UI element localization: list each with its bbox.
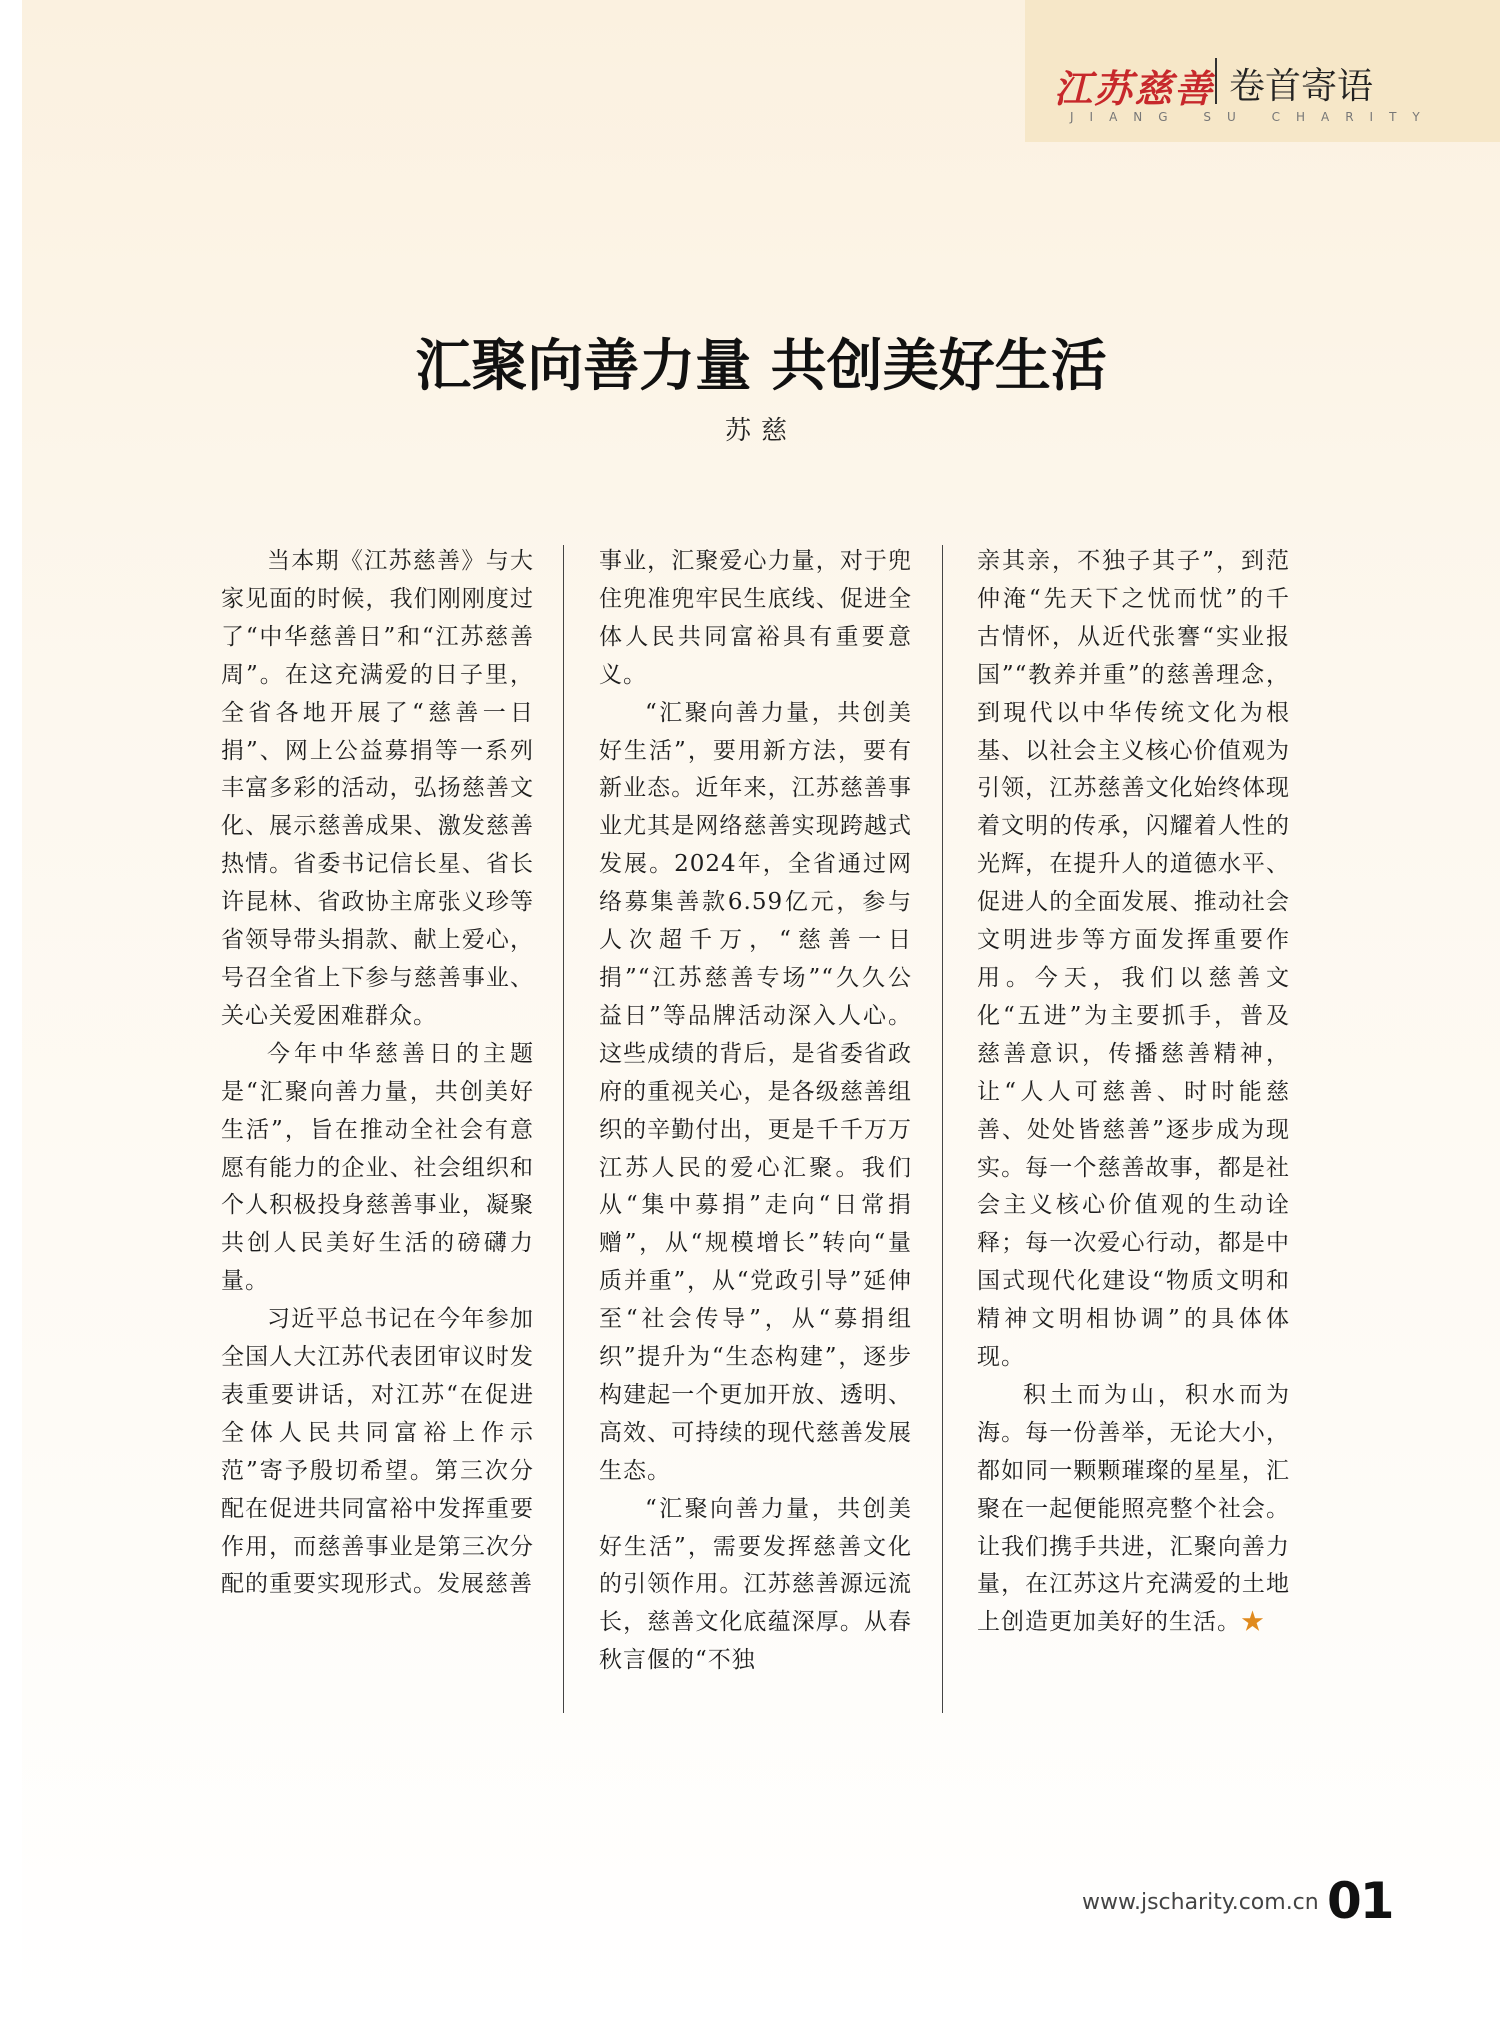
paragraph: 亲其亲，不独子其子”，到范仲淹“先天下之忧而忧”的千古情怀，从近代张謇“实业报国”“教养并重”的慈善理念，到現代以中华传统文化为根基、以社会主义核心价值观为引领，江苏慈善文化始终体现着文明的传承，闪耀着人性的光辉，在提升人的道德水平、促进人的全面发展、推动社会文明进步等方面发挥重要作用。今天，我们以慈善文化“五进”为主要抓手，普及慈善意识，传播慈善精神，让“人人可慈善、时时能慈善、处处皆慈善”逐步成为现实。每一个慈善故事，都是社会主义核心价值观的生动诠释；每一次爱心行动，都是中国式现代化建设“物质文明和精神文明相协调”的具体体现。 <box>977 548 1290 1371</box>
paragraph: “汇聚向善力量，共创美好生活”，需要发挥慈善文化的引领作用。江苏慈善源远流长，慈善文化底蕴深厚。从春秋言偃的“不独 <box>599 1495 912 1674</box>
paragraph <box>977 1377 1290 1642</box>
paragraph: 当本期《江苏慈善》与大家见面的时候，我们刚刚度过了“中华慈善日”和“江苏慈善周”。在这充满爱的日子里，全省各地开展了“慈善一日捐”、网上公益募捐等一系列丰富多彩的活动，弘扬慈善文化、展示慈善成果、激发慈善热情。省委书记信长星、省长许昆林、省政协主席张义珍等省领导带头捐款、献上爱心，号召全省上下参与慈善事业、关心关爱困难群众。 <box>221 548 534 1029</box>
magazine-page <box>22 0 1500 2020</box>
text-column-2 <box>599 543 912 1680</box>
column-divider <box>942 545 943 1713</box>
paragraph: 习近平总书记在今年参加全国人大江苏代表团审议时发表重要讲话，对江苏“在促进全体人民共同富裕上作示范”寄予殷切希望。第三次分配在促进共同富裕中发挥重要作用，而慈善事业是第三次分配的重要实现形式。发展慈善 <box>221 1306 534 1598</box>
article-author: 苏慈 <box>724 416 797 446</box>
text-column-3 <box>977 543 1290 1642</box>
website-url: www.jscharity.com.cn <box>1082 1890 1319 1915</box>
paragraph: “汇聚向善力量，共创美好生活”，要用新方法，要有新业态。近年来，江苏慈善事业尤其是网络慈善实现跨越式发展。2024年，全省通过网络募集善款6.59亿元，参与人次超千万，“慈善一日捐”“江苏慈善专场”“久久公益日”等品牌活动深入人心。这些成绩的背后，是省委省政府的重视关心，是各级慈善组织的辛勤付出，更是千千万万江苏人民的爱心汇聚。我们从“集中募捐”走向“日常捐赠”，从“规模增长”转向“量质并重”，从“党政引导”延伸至“社会传导”，从“募捐组织”提升为“生态构建”，逐步构建起一个更加开放、透明、高效、可持续的现代慈善发展生态。 <box>599 699 912 1484</box>
section-label: 卷首寄语 <box>1229 66 1374 107</box>
column-divider <box>563 545 564 1713</box>
brand-logo: 江苏慈善 <box>1054 66 1215 111</box>
paragraph: 今年中华慈善日的主题是“汇聚向善力量，共创美好生活”，旨在推动全社会有意愿有能力的企业、社会组织和个人积极投身慈善事业，凝聚共创人民美好生活的磅礴力量。 <box>221 1040 534 1295</box>
paragraph-text: 积土而为山，积水而为海。每一份善举，无论大小，都如同一颗颗璀璨的星星，汇聚在一起便能照亮整个社会。让我们携手共进，汇聚向善力量，在江苏这片充满爱的土地上创造更加美好的生活。 <box>977 1381 1290 1636</box>
end-star-icon: ★ <box>1241 1609 1265 1636</box>
brand-latin: JIANG SU CHARITY <box>1070 110 1436 124</box>
header-divider <box>1215 58 1217 104</box>
text-column-1 <box>221 543 534 1604</box>
page-number: 01 <box>1327 1872 1393 1930</box>
article-title: 汇聚向善力量 共创美好生活 <box>415 334 1107 399</box>
paragraph: 事业，汇聚爱心力量，对于兜住兜准兜牢民生底线、促进全体人民共同富裕具有重要意义。 <box>599 548 912 688</box>
